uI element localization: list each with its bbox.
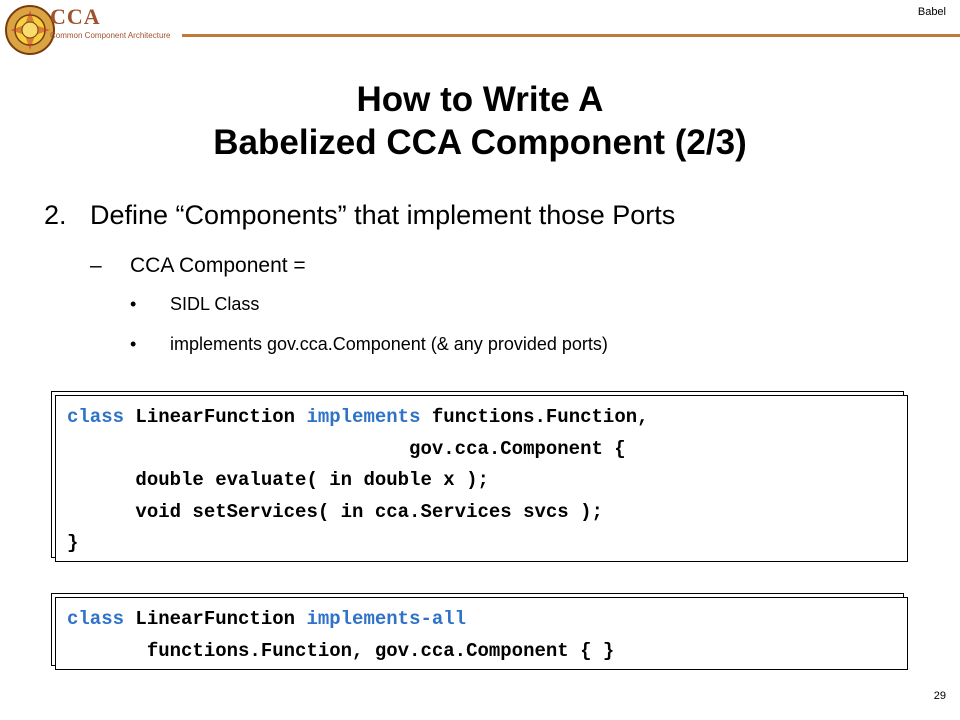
code-line: } [67,532,79,554]
bullet-number: 2. [44,200,67,230]
bullet-level-2 [90,254,306,278]
code-keyword: class [67,406,125,428]
dash-marker: – [90,254,102,277]
code-line: gov.cca.Component { [67,437,626,460]
logo-title: CCA [50,4,101,29]
code-line: functions.Function, gov.cca.Component { } [67,639,615,662]
code-keyword: implements-all [306,608,467,630]
bullet-level-1 [44,200,675,231]
bullet-dot-icon: • [130,334,137,354]
slide-topic: Babel [917,6,946,18]
header-divider [182,34,960,37]
code-text: LinearFunction [124,608,307,630]
sub-bullet-implements [130,334,608,355]
bullet-text: Define “Components” that implement those Ports [90,200,676,230]
slide-title [0,78,960,164]
bullet-text: CCA Component = [130,254,306,277]
code-keyword: implements [306,406,421,428]
sub-bullet-text: SIDL Class [170,294,260,314]
sub-bullet-sidl-class [130,294,259,315]
code-text: LinearFunction [124,406,307,428]
page-number: 29 [933,690,946,702]
code-box-implements-all [55,597,908,670]
code-keyword: class [67,608,125,630]
code-box-implements [55,395,908,562]
code-line: void setServices( in cca.Services svcs ); [67,500,603,523]
sub-bullet-text: implements gov.cca.Component (& any provided ports) [170,334,608,354]
code-line: double evaluate( in double x ); [67,469,489,491]
cca-logo-icon [4,4,56,56]
title-line-1: How to Write A [356,80,604,119]
logo-subtitle: Common Component Architecture [50,31,171,40]
bullet-dot-icon: • [130,294,137,314]
code-text: functions.Function, [420,406,649,428]
title-line-2: Babelized CCA Component (2/3) [213,123,747,162]
